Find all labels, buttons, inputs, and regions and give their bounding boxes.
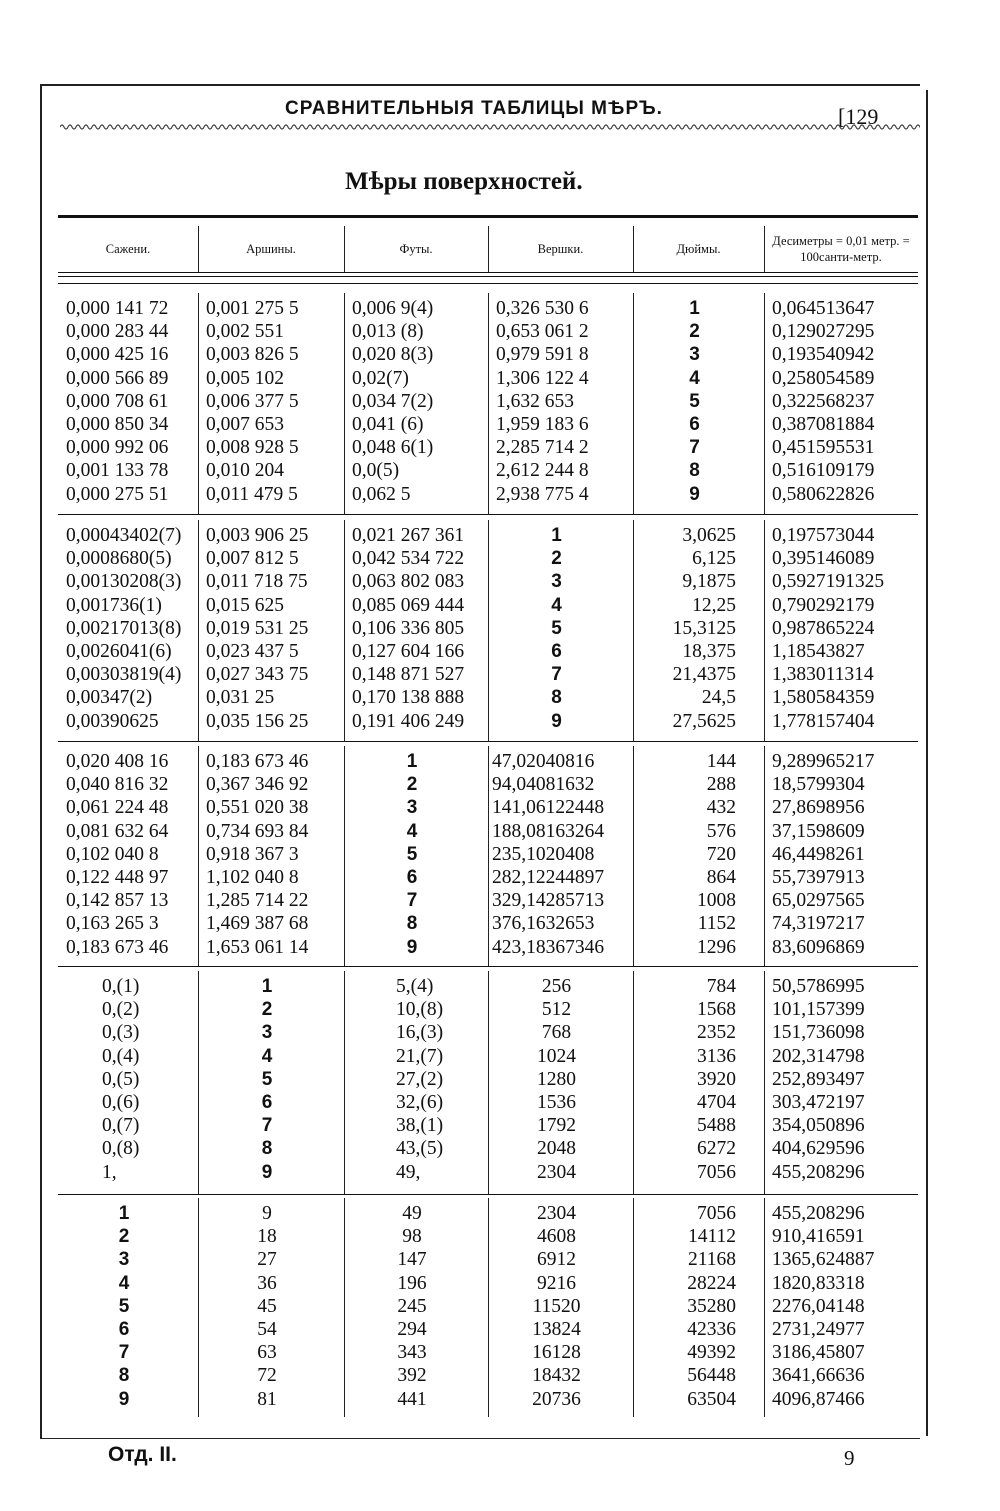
header-bottom-rule: [58, 276, 918, 277]
table-cell: 282,12244897: [492, 867, 605, 888]
table-cell: 0,006 377 5: [206, 390, 299, 412]
table-cell: 0,102 040 8: [66, 843, 159, 865]
table-cell: 1,285 714 22: [206, 890, 309, 912]
table-cell: 9: [406, 936, 418, 958]
header-bottom-rule: [58, 283, 918, 284]
table-cell: 6,125: [692, 548, 736, 570]
column-divider: [764, 226, 765, 272]
table-cell: 0,0008680(5): [66, 548, 172, 570]
table-cell: 0,170 138 888: [352, 687, 465, 709]
table-cell: 0,000 566 89: [66, 367, 169, 389]
table-cell: 5: [689, 390, 700, 412]
table-cell: 0,023 437 5: [206, 641, 299, 662]
table-cell: 14112: [687, 1226, 736, 1248]
table-cell: 49,: [396, 1161, 421, 1183]
table-cell: 0,0(5): [352, 460, 400, 482]
table-cell: 1568: [697, 999, 736, 1021]
table-cell: 3: [551, 571, 562, 593]
column-divider: [488, 226, 489, 272]
table-cell: 9216: [537, 1272, 576, 1294]
table-cell: 720: [706, 843, 736, 865]
table-top-rule: [58, 215, 918, 218]
table-cell: 0,(6): [102, 1092, 140, 1113]
table-cell: 0,002 551: [206, 321, 284, 343]
table-cell: 6912: [537, 1249, 576, 1271]
table-cell: 1,580584359: [772, 687, 875, 709]
column-divider: [344, 226, 345, 272]
table-cell: 0,451595531: [772, 437, 875, 459]
table-cell: 0,011 479 5: [206, 483, 298, 505]
table-cell: 0,00347(2): [66, 687, 153, 709]
table-cell: 423,18367346: [492, 936, 605, 958]
table-cell: 455,208296: [772, 1203, 865, 1224]
table-cell: 16,(3): [396, 1022, 444, 1044]
table-cell: 0,034 7(2): [352, 390, 434, 412]
table-cell: 1365,624887: [772, 1249, 875, 1271]
table-cell: 6: [551, 641, 562, 662]
table-cell: 0,0026041(6): [66, 641, 172, 662]
column-header: Вершки.: [537, 241, 584, 256]
table-cell: 0,395146089: [772, 548, 875, 570]
table-cell: 294: [397, 1319, 427, 1340]
table-cell: 4: [551, 594, 562, 616]
table-cell: 188,08163264: [492, 820, 605, 842]
table-cell: 0,064513647: [772, 298, 875, 319]
table-cell: 8: [689, 460, 700, 482]
table-cell: 0,005 102: [206, 367, 284, 389]
table-cell: 1,102 040 8: [206, 867, 299, 888]
table-cell: 3641,66636: [772, 1365, 865, 1387]
table-cell: 0,008 928 5: [206, 437, 299, 459]
table-cell: 0,000 992 06: [66, 437, 169, 459]
table-cell: 9,1875: [682, 571, 736, 593]
table-cell: 512: [541, 999, 572, 1021]
table-cell: 0,000 850 34: [66, 414, 169, 435]
table-cell: 55,7397913: [772, 867, 865, 888]
table-cell: 0,062 5: [352, 483, 411, 505]
page-number: [129: [838, 104, 879, 129]
column-divider: [198, 226, 199, 272]
table-cell: 0,019 531 25: [206, 617, 309, 639]
table-cell: 0,653 061 2: [496, 321, 589, 343]
table-cell: 910,416591: [772, 1226, 865, 1248]
table-cell: 9: [689, 483, 700, 505]
table-cell: 8: [118, 1365, 130, 1387]
table-cell: 0,148 871 527: [352, 664, 465, 686]
table-cell: 0,006 9(4): [352, 298, 434, 319]
table-cell: 432: [706, 797, 736, 819]
table-cell: 8: [261, 1138, 273, 1160]
table-cell: 21168: [687, 1249, 736, 1271]
table-cell: 144: [706, 751, 736, 772]
table-cell: 101,157399: [772, 999, 865, 1021]
table-cell: 9: [118, 1388, 130, 1410]
table-cell: 18,375: [682, 641, 736, 662]
table-cell: 0,020 408 16: [66, 751, 169, 772]
table-cell: 1: [551, 525, 562, 546]
table-cell: 45: [257, 1295, 277, 1317]
table-cell: 0,013 (8): [352, 321, 424, 343]
table-cell: 32,(6): [396, 1092, 444, 1113]
table-cell: 6272: [697, 1138, 736, 1160]
table-cell: 4: [118, 1272, 130, 1294]
table-cell: 0,193540942: [772, 344, 875, 366]
table-cell: 98: [402, 1226, 422, 1248]
table-cell: 6: [406, 867, 418, 888]
table-cell: 9,289965217: [772, 751, 875, 772]
table-cell: 0,258054589: [772, 367, 875, 389]
table-cell: 10,(8): [396, 999, 444, 1021]
table-cell: 0,000 425 16: [66, 344, 169, 366]
footer-page-number: 9: [844, 1446, 855, 1470]
table-cell: 5: [551, 617, 562, 639]
table-cell: 3136: [697, 1045, 736, 1067]
table-cell: 7: [406, 890, 418, 912]
table-cell: 0,551 020 38: [206, 797, 309, 819]
table-cell: 1,: [102, 1161, 117, 1183]
table-cell: 0,021 267 361: [352, 525, 465, 546]
table-cell: 27,(2): [396, 1068, 444, 1090]
table-cell: 0,00217013(8): [66, 617, 182, 639]
column-header: Десиметры = 0,01 метр. = 100санти-метр.: [772, 234, 910, 264]
table-cell: 11520: [532, 1295, 581, 1317]
table-cell: 252,893497: [772, 1068, 865, 1090]
table-cell: 1536: [537, 1092, 576, 1113]
table-cell: 2: [118, 1226, 130, 1248]
table-cell: 1,383011314: [772, 664, 874, 686]
table-cell: 7: [261, 1115, 273, 1137]
table-cell: 0,5927191325: [772, 571, 885, 593]
table-cell: 6: [118, 1319, 130, 1340]
table-cell: 0,163 265 3: [66, 913, 159, 935]
column-header: Сажени.: [105, 241, 151, 256]
table-cell: 0,(3): [102, 1022, 140, 1044]
table-cell: 3: [118, 1249, 130, 1271]
table-cell: 0,061 224 48: [66, 797, 169, 819]
table-cell: 0,(1): [102, 976, 140, 997]
table-cell: 392: [397, 1365, 427, 1387]
table-cell: 1,306 122 4: [496, 367, 589, 389]
table-cell: 2: [261, 999, 273, 1021]
footer-section-label: Отд. II.: [108, 1443, 177, 1466]
header-bottom-rule: [58, 272, 918, 273]
table-cell: 0,048 6(1): [352, 437, 434, 459]
table-cell: 18432: [532, 1365, 581, 1387]
table-cell: 5: [261, 1068, 273, 1090]
table-cell: 63504: [687, 1388, 736, 1410]
table-cell: 27: [257, 1249, 277, 1271]
table-cell: 3,0625: [682, 525, 736, 546]
table-cell: 63: [257, 1342, 277, 1364]
table-cell: 0,106 336 805: [352, 617, 465, 639]
table-cell: 15,3125: [672, 617, 736, 639]
table-cell: 0,041 (6): [352, 414, 424, 435]
table-cell: 0,000 141 72: [66, 298, 169, 319]
table-cell: 3: [406, 797, 418, 819]
table-cell: 3186,45807: [772, 1342, 865, 1364]
table-cell: 5488: [697, 1115, 736, 1137]
table-cell: 1008: [697, 890, 736, 912]
section-title: Мѣры поверхностей.: [345, 168, 583, 195]
table-cell: 3: [261, 1022, 273, 1044]
table-cell: 1,778157404: [772, 710, 875, 732]
table-cell: 8: [551, 687, 562, 709]
table-cell: 141,06122448: [492, 797, 605, 819]
table-cell: 1,959 183 6: [496, 414, 589, 435]
table-cell: 303,472197: [772, 1092, 865, 1113]
table-cell: 5: [118, 1295, 130, 1317]
table-cell: 7: [118, 1342, 130, 1364]
table-cell: 235,1020408: [492, 843, 595, 865]
table-cell: 12,25: [692, 594, 736, 616]
table-cell: 0,00390625: [66, 710, 159, 732]
table-cell: 0,127 604 166: [352, 641, 465, 662]
table-cell: 5,(4): [396, 976, 434, 997]
table-cell: 56448: [687, 1365, 736, 1387]
table-cell: 21,(7): [396, 1045, 444, 1067]
table-cell: 0,(7): [102, 1115, 140, 1137]
table-cell: 0,197573044: [772, 525, 875, 546]
table-cell: 2: [689, 321, 700, 343]
table-cell: 54: [257, 1319, 277, 1340]
table-cell: 20736: [532, 1388, 581, 1410]
table-cell: 94,04081632: [492, 774, 595, 796]
table-cell: 0,020 8(3): [352, 344, 434, 366]
table-cell: 21,4375: [672, 664, 736, 686]
block-divider: [58, 966, 918, 967]
table-cell: 2: [551, 548, 562, 570]
table-cell: 0,918 367 3: [206, 843, 299, 865]
table-cell: 1: [406, 751, 418, 772]
page-edge: [926, 90, 928, 1436]
column-header: Футы.: [399, 241, 433, 256]
table-cell: 1152: [697, 913, 736, 935]
table-cell: 0,007 812 5: [206, 548, 299, 570]
table-cell: 2304: [537, 1203, 576, 1224]
table-cell: 0,122 448 97: [66, 867, 169, 888]
table-cell: 83,6096869: [772, 936, 865, 958]
table-cell: 0,007 653: [206, 414, 284, 435]
table-cell: 2276,04148: [772, 1295, 865, 1317]
table-cell: 43,(5): [396, 1138, 444, 1160]
table-cell: 2,612 244 8: [496, 460, 589, 482]
table-cell: 1,469 387 68: [206, 913, 309, 935]
table-cell: 9: [551, 710, 562, 732]
table-cell: 1296: [697, 936, 736, 958]
table-cell: 0,00303819(4): [66, 664, 182, 686]
table-cell: 65,0297565: [772, 890, 865, 912]
table-cell: 2,285 714 2: [496, 437, 589, 459]
table-cell: 0,003 826 5: [206, 344, 299, 366]
table-cell: 49: [402, 1203, 422, 1224]
table-cell: 455,208296: [772, 1161, 865, 1183]
table-cell: 72: [257, 1365, 277, 1387]
table-cell: 49392: [687, 1342, 736, 1364]
table-cell: 0,183 673 46: [66, 936, 169, 958]
table-cell: 1792: [537, 1115, 576, 1137]
table-cell: 0,00043402(7): [66, 525, 182, 546]
table-cell: 47,02040816: [492, 751, 595, 772]
table-cell: 46,4498261: [772, 843, 865, 865]
table-cell: 404,629596: [772, 1138, 865, 1160]
table-cell: 0,040 816 32: [66, 774, 169, 796]
table-cell: 2,938 775 4: [496, 483, 589, 505]
table-cell: 0,000 708 61: [66, 390, 169, 412]
table-cell: 50,5786995: [772, 976, 865, 997]
table-cell: 0,790292179: [772, 594, 875, 616]
table-cell: 4096,87466: [772, 1388, 865, 1410]
table-cell: 9: [262, 1203, 272, 1224]
table-cell: 0,010 204: [206, 460, 284, 482]
table-cell: 0,(8): [102, 1138, 140, 1160]
table-cell: 441: [397, 1388, 427, 1410]
table-cell: 81: [257, 1388, 277, 1410]
table-cell: 3: [689, 344, 700, 366]
table-cell: 18,5799304: [772, 774, 865, 796]
table-cell: 24,5: [701, 687, 736, 709]
table-cell: 9: [261, 1161, 273, 1183]
table-cell: 18: [257, 1226, 277, 1248]
table-cell: 4704: [697, 1092, 736, 1113]
table-cell: 376,1632653: [492, 913, 595, 935]
table-cell: 151,736098: [772, 1022, 865, 1044]
table-cell: 1024: [537, 1045, 576, 1067]
table-cell: 0,734 693 84: [206, 820, 309, 842]
table-cell: 1,18543827: [772, 641, 865, 662]
table-cell: 0,042 534 722: [352, 548, 465, 570]
table-cell: 0,015 625: [206, 594, 284, 616]
table-cell: 784: [706, 976, 736, 997]
table-cell: 0,367 346 92: [206, 774, 309, 796]
table-cell: 245: [397, 1295, 427, 1317]
table-cell: 1280: [537, 1068, 576, 1090]
table-cell: 343: [397, 1342, 427, 1364]
table-cell: 0,027 343 75: [206, 664, 309, 686]
table-cell: 2048: [537, 1138, 576, 1160]
table-cell: 0,003 906 25: [206, 525, 309, 546]
table-cell: 0,011 718 75: [206, 571, 308, 593]
table-cell: 6: [689, 414, 700, 435]
table-cell: 4: [689, 367, 700, 389]
table-cell: 0,129027295: [772, 321, 875, 343]
table-cell: 2304: [537, 1161, 576, 1183]
table-cell: 36: [257, 1272, 277, 1294]
table-cell: 0,191 406 249: [352, 710, 465, 732]
table-cell: 0,001 133 78: [66, 460, 169, 482]
block-divider: [58, 514, 918, 515]
block-divider: [58, 1194, 918, 1195]
table-cell: 8: [406, 913, 418, 935]
table-cell: 3920: [697, 1068, 736, 1090]
table-cell: 38,(1): [396, 1115, 444, 1137]
table-cell: 768: [541, 1022, 572, 1044]
table-cell: 0,085 069 444: [352, 594, 465, 616]
table-cell: 6: [261, 1092, 273, 1113]
table-cell: 0,516109179: [772, 460, 875, 482]
table-cell: 256: [541, 976, 572, 997]
table-cell: 2731,24977: [772, 1319, 865, 1340]
table-cell: 2352: [697, 1022, 736, 1044]
table-cell: 27,5625: [672, 710, 736, 732]
table-cell: 2: [406, 774, 418, 796]
table-cell: 196: [397, 1272, 427, 1294]
table-cell: 0,000 275 51: [66, 483, 169, 505]
table-cell: 13824: [532, 1319, 581, 1340]
table-cell: 0,001736(1): [66, 594, 162, 616]
decorative-wavy-rule: [60, 122, 920, 132]
running-header: СРАВНИТЕЛЬНЫЯ ТАБЛИЦЫ МѢРЪ.: [285, 98, 663, 119]
table-cell: 4608: [537, 1226, 576, 1248]
table-cell: 7056: [697, 1203, 736, 1224]
table-cell: 0,(4): [102, 1045, 140, 1067]
table-cell: 5: [406, 843, 418, 865]
table-cell: 0,(5): [102, 1068, 140, 1090]
table-cell: 0,02(7): [352, 367, 409, 389]
table-cell: 0,001 275 5: [206, 298, 299, 319]
table-cell: 0,000 283 44: [66, 321, 169, 343]
table-cell: 1: [689, 298, 700, 319]
table-cell: 147: [397, 1249, 427, 1271]
table-cell: 288: [706, 774, 736, 796]
table-cell: 0,183 673 46: [206, 751, 309, 772]
table-cell: 42336: [687, 1319, 736, 1340]
table-cell: 0,063 802 083: [352, 571, 465, 593]
table-cell: 7: [551, 664, 562, 686]
table-cell: 0,142 857 13: [66, 890, 169, 912]
table-cell: 329,14285713: [492, 890, 605, 912]
table-cell: 35280: [687, 1295, 736, 1317]
table-cell: 576: [706, 820, 736, 842]
table-cell: 1: [261, 976, 273, 997]
column-header: Аршины.: [246, 241, 296, 256]
table-cell: 37,1598609: [772, 820, 865, 842]
column-divider: [633, 226, 634, 272]
table-cell: 7: [689, 437, 700, 459]
block-divider: [58, 741, 918, 742]
table-cell: 1: [118, 1203, 130, 1224]
table-cell: 1,632 653: [496, 390, 574, 412]
table-cell: 0,580622826: [772, 483, 875, 505]
table-cell: 0,987865224: [772, 617, 875, 639]
table-cell: 0,(2): [102, 999, 140, 1021]
table-cell: 0,979 591 8: [496, 344, 589, 366]
table-cell: 4: [261, 1045, 273, 1067]
table-cell: 74,3197217: [772, 913, 865, 935]
table-cell: 1,653 061 14: [206, 936, 309, 958]
table-cell: 0,387081884: [772, 414, 875, 435]
table-cell: 0,035 156 25: [206, 710, 309, 732]
table-cell: 0,00130208(3): [66, 571, 182, 593]
table-cell: 0,326 530 6: [496, 298, 589, 319]
column-header: Дюймы.: [676, 241, 721, 256]
table-cell: 354,050896: [772, 1115, 865, 1137]
table-cell: 0,031 25: [206, 687, 275, 709]
table-cell: 864: [706, 867, 736, 888]
table-cell: 0,081 632 64: [66, 820, 169, 842]
table-cell: 28224: [687, 1272, 736, 1294]
table-cell: 16128: [532, 1342, 581, 1364]
table-cell: 7056: [697, 1161, 736, 1183]
table-cell: 27,8698956: [772, 797, 865, 819]
table-cell: 0,322568237: [772, 390, 875, 412]
table-cell: 202,314798: [772, 1045, 865, 1067]
table-cell: 1820,83318: [772, 1272, 865, 1294]
table-cell: 4: [406, 820, 418, 842]
